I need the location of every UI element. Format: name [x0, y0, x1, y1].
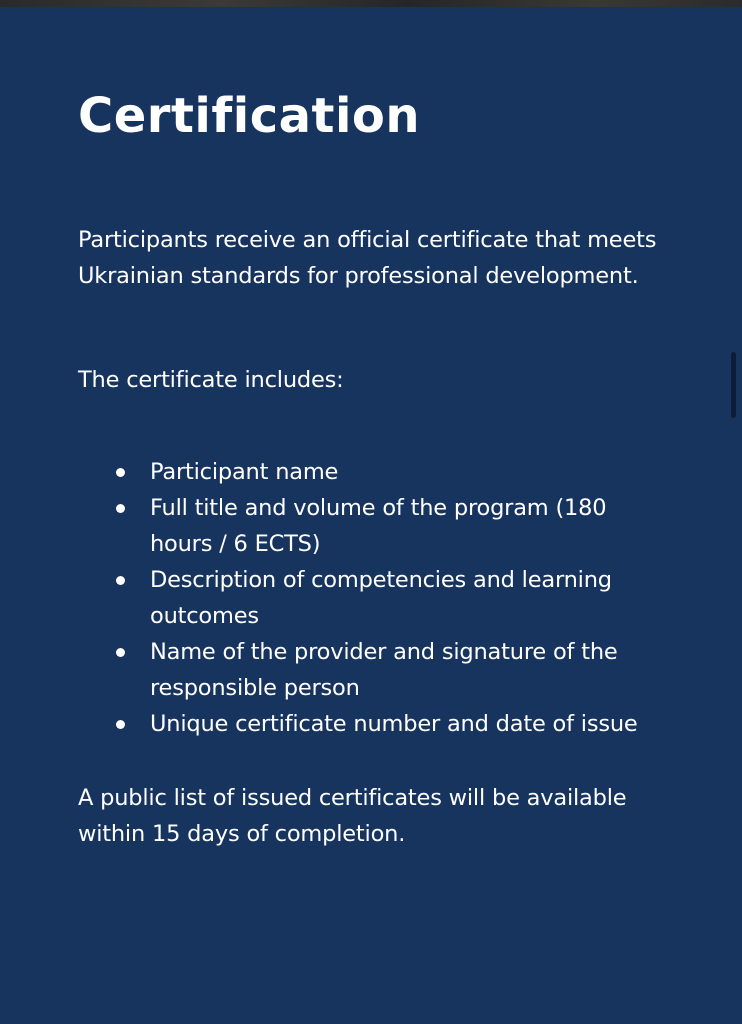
scrollbar-thumb[interactable]	[731, 352, 736, 418]
list-item	[150, 490, 650, 562]
list-item-text: Name of the provider and signature of the responsible person	[150, 639, 618, 701]
bullet-icon	[116, 504, 125, 513]
bullet-icon	[116, 648, 125, 657]
bullet-icon	[116, 576, 125, 585]
closing-paragraph: A public list of issued certificates will be available within 15 days of completion.	[78, 785, 627, 847]
includes-heading: The certificate includes:	[78, 367, 344, 393]
list-item-text: Participant name	[150, 459, 339, 485]
bullet-icon	[116, 720, 125, 729]
list-item	[150, 562, 650, 634]
list-item-text: Unique certificate number and date of issue	[150, 711, 638, 737]
intro-paragraph: Participants receive an official certificate that meets Ukrainian standards for professional development.	[78, 227, 657, 289]
bullet-icon	[116, 468, 125, 477]
list-item	[150, 454, 650, 490]
list-item-text: Description of competencies and learning outcomes	[150, 567, 612, 629]
certification-section	[78, 82, 678, 852]
list-item-text: Full title and volume of the program (180 hours / 6 ECTS)	[150, 495, 607, 557]
certificate-contents-list	[78, 454, 678, 742]
list-item	[150, 706, 650, 742]
list-item	[150, 634, 650, 706]
page-title: Certification	[78, 88, 421, 144]
top-image-strip	[0, 0, 742, 7]
